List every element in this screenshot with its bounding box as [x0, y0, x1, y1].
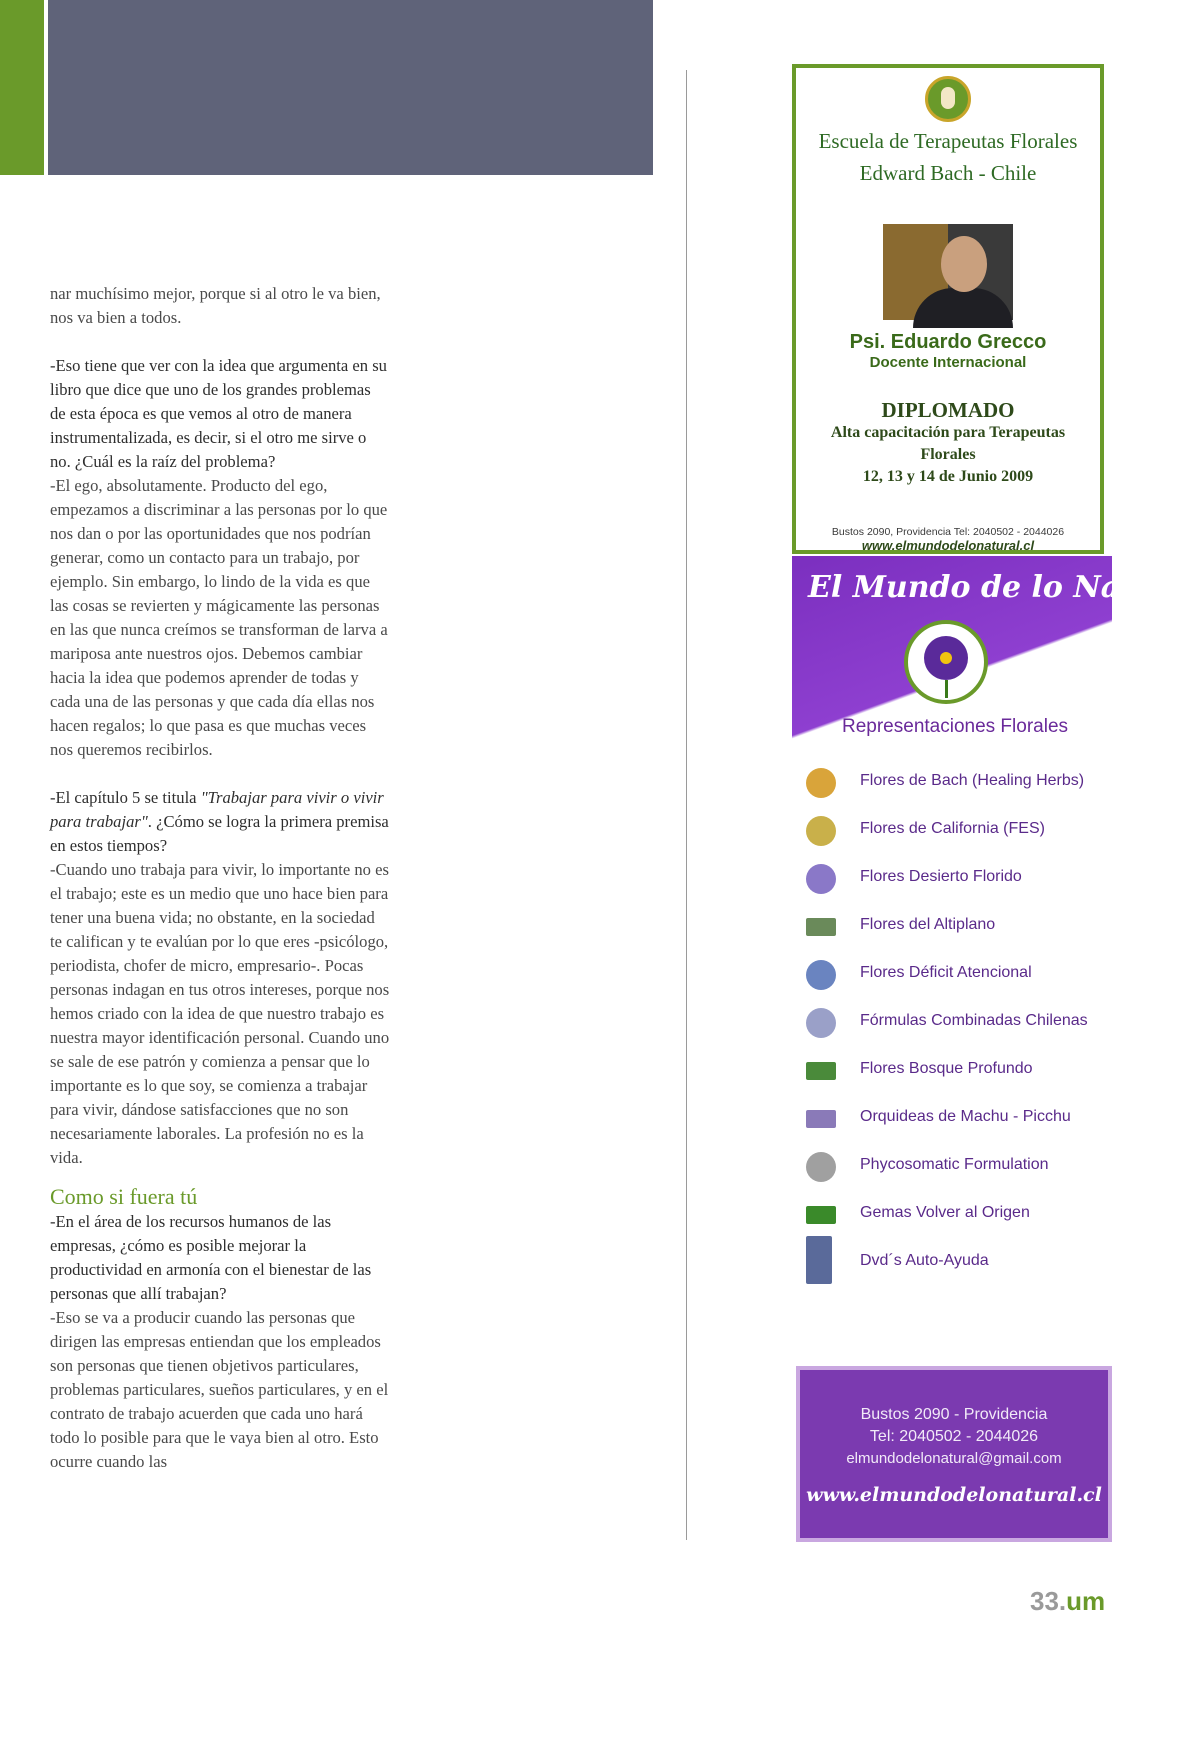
green-accent-strip — [0, 0, 44, 175]
diploma-title: DIPLOMADO — [881, 398, 1015, 422]
store-brand-name: El Mundo de lo Natural — [808, 570, 1203, 605]
brand-item — [792, 904, 1112, 952]
brand-item-label: Orquideas de Machu - Picchu — [860, 1108, 1071, 1125]
brand-item-label: Flores de California (FES) — [860, 820, 1045, 837]
diploma-subtitle-line2: Florales — [920, 446, 976, 463]
answer-1: -El ego, absolutamente. Producto del ego, empezamos a discriminar a las personas por lo que nos dan o por las oportunidades que nos podrían generar, como un contacto para un trabajo, por ejemplo. Sin embargo, lo lindo de la vida es que las cosas se revierten y mágicamente las personas en las que nunca creímos se transforman de larva a mariposa ante nuestros ojos. Debemos cambiar hacia la idea que podemos aprender de todas y cada una de las personas y que cada día ellas nos hacen regalos; lo que pasa es que muchas veces nos queremos recibirlos. — [50, 476, 388, 759]
brand-item-label: Flores Déficit Atencional — [860, 964, 1032, 981]
store-website: www.elmundodelonatural.cl — [806, 1484, 1102, 1506]
blue-seal-icon — [806, 960, 836, 990]
diploma-subtitle-line1: Alta capacitación para Terapeutas — [830, 424, 1066, 441]
brand-item — [792, 856, 1112, 904]
question-1: -Eso tiene que ver con la idea que argumenta en su libro que dice que uno de los grandes problemas de esta época es que vemos al otro de manera instrumentalizada, es decir, si el otro me sirve o no. ¿Cuál es la raíz del problema? — [50, 356, 387, 471]
natural-store-advertisement — [792, 556, 1203, 1546]
flower-seal-icon — [806, 816, 836, 846]
phyco-logo-icon — [806, 1152, 836, 1182]
article-intro: nar muchísimo mejor, porque si al otro le va bien, nos va bien a todos. — [50, 284, 381, 327]
school-logo-icon — [925, 76, 971, 122]
brand-item-label: Flores del Altiplano — [860, 916, 996, 933]
brand-item-label: Flores Desierto Florido — [860, 868, 1022, 885]
school-website: www.elmundodelonatural.cl — [861, 538, 1035, 553]
teacher-photo — [883, 224, 1013, 320]
brand-item-label: Phycosomatic Formulation — [860, 1156, 1049, 1173]
brand-item — [792, 1096, 1112, 1144]
section-subhead: Como si fuera tú — [50, 1184, 198, 1209]
brand-item-label: Flores Bosque Profundo — [860, 1060, 1033, 1077]
question-3: -En el área de los recursos humanos de las empresas, ¿cómo es posible mejorar la productividad en armonía con el bienestar de las personas que allí trabajan? — [50, 1212, 372, 1303]
brand-item — [792, 1144, 1112, 1192]
brand-item-label: Gemas Volver al Origen — [860, 1204, 1030, 1221]
brand-item — [792, 952, 1112, 1000]
brand-item — [792, 760, 1112, 808]
store-phone: Tel: 2040502 - 2044026 — [869, 1428, 1039, 1445]
school-address: Bustos 2090, Providencia Tel: 2040502 - 2044026 — [831, 526, 1065, 538]
dvd-cover-icon — [806, 1236, 832, 1284]
brand-item — [792, 1048, 1112, 1096]
purple-seal-icon — [806, 864, 836, 894]
brand-item-label: Flores de Bach (Healing Herbs) — [860, 772, 1085, 789]
answer-2: -Cuando uno trabaja para vivir, lo importante no es el trabajo; este es un medio que uno hace bien para tener una buena vida; no obstante, en la sociedad te califican y te evalúan por lo que eres -psicólogo, periodista, chofer de micro, empresario-. Pocas personas indagan en tus otros intereses, porque nos hemos criado con la idea de que nuestro trabajo es nuestra mayor identificación personal. Cuando uno se sale de ese patrón y comienza a pensar que lo importante es lo que soy, se comienza a trabajar para vivir, dándose satisfacciones que no son necesariamente laborales. La profesión no es la vida. — [50, 860, 390, 1167]
article-body — [50, 282, 390, 1474]
question-2-post: . ¿Cómo se logra la primera premisa en estos tiempos? — [50, 812, 389, 855]
brand-item — [792, 1192, 1112, 1240]
brand-item-label: Dvd´s Auto-Ayuda — [860, 1252, 989, 1269]
gem-logo-icon — [806, 1206, 836, 1224]
teacher-role: Docente Internacional — [869, 354, 1027, 371]
question-2-pre: -El capítulo 5 se titula — [50, 788, 201, 807]
altiplano-logo-icon — [806, 918, 836, 936]
brand-item — [792, 1000, 1112, 1048]
school-name-line2: Edward Bach - Chile — [859, 161, 1037, 185]
answer-3: -Eso se va a producir cuando las personas que dirigen las empresas entiendan que los empleados son personas que tienen objetivos particulares, problemas particulares, sueños particulares, y en el contrato de trabajo acuerden que cada uno hará todo lo posible para que le vaya bien al otro. Esto ocurre cuando las — [50, 1308, 389, 1471]
school-name-line1: Escuela de Terapeutas Florales — [818, 129, 1078, 153]
brand-item — [792, 808, 1112, 856]
school-advertisement — [792, 64, 1104, 554]
brand-item-label: Fórmulas Combinadas Chilenas — [860, 1012, 1088, 1029]
page-number — [1030, 1586, 1105, 1617]
chile-seal-icon — [806, 1008, 836, 1038]
teacher-name: Psi. Eduardo Grecco — [849, 331, 1047, 353]
store-address: Bustos 2090 - Providencia — [860, 1406, 1048, 1423]
magazine-abbrev: um — [1066, 1586, 1106, 1616]
representations-heading: Representaciones Florales — [842, 716, 1069, 737]
sun-logo-icon — [806, 768, 836, 798]
brand-list — [792, 760, 1112, 1288]
page-number-value: 33. — [1030, 1586, 1067, 1616]
column-divider — [686, 70, 687, 1540]
forest-logo-icon — [806, 1062, 836, 1080]
orchid-logo-icon — [806, 1110, 836, 1128]
store-contact-box — [796, 1366, 1112, 1542]
flower-logo-icon — [904, 620, 988, 704]
diploma-dates: 12, 13 y 14 de Junio 2009 — [862, 468, 1034, 485]
chapter-title: "Trabajar para vivir o vivir para trabajar" — [50, 788, 384, 831]
header-image-block — [48, 0, 653, 175]
brand-item — [792, 1240, 1112, 1288]
store-email: elmundodelonatural@gmail.com — [846, 1450, 1062, 1467]
question-2 — [50, 786, 390, 858]
